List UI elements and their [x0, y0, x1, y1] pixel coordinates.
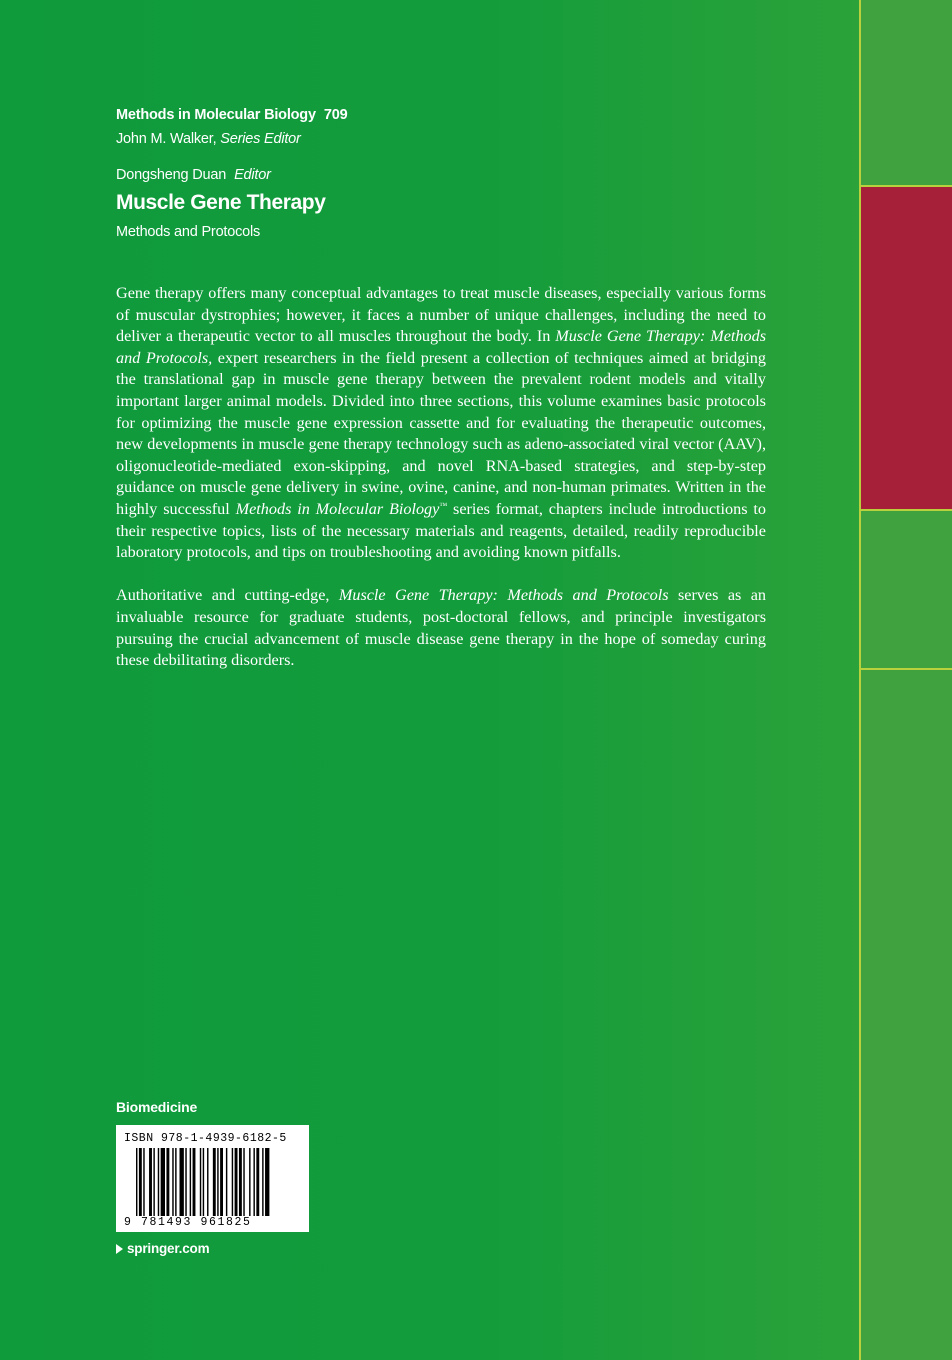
spine-divider-middle — [861, 509, 952, 511]
book-title: Muscle Gene Therapy — [116, 191, 326, 214]
editor-name: Dongsheng Duan — [116, 167, 227, 183]
spine-divider-top — [861, 185, 952, 187]
book-subtitle: Methods and Protocols — [116, 224, 261, 240]
description-paragraph-2: Authoritative and cutting-edge, Muscle Gene Therapy: Methods and Protocols serves as an invaluable resource for graduate students, post-doctoral fellows, and principle investigators pursuing the crucial advancement of muscle disease gene therapy in the hope of someday curing these debilitating disorders. — [116, 586, 766, 670]
series-editor-line — [116, 131, 301, 147]
publisher-website[interactable] — [116, 1241, 209, 1256]
subject-category: Biomedicine — [116, 1099, 198, 1115]
editor-line — [116, 167, 271, 183]
publisher-website-label: springer.com — [127, 1241, 210, 1256]
book-description — [116, 283, 766, 693]
description-paragraph-1: Gene therapy offers many conceptual advantages to treat muscle diseases, especially various forms of muscular dystrophies; however, it faces a number of unique challenges, including the need to deliver a therapeutic vector to all muscles throughout the body. In Muscle Gene Therapy: Methods and Protocols, expert researchers in the field present a collection of techniques aimed at bridging the translational gap in muscle gene therapy between the prevalent rodent models and vitally important larger animal models. Divided into three sections, this volume examines basic protocols for optimizing the muscle gene expression cassette and for evaluating the therapeutic outcomes, new developments in muscle gene therapy technology such as adeno-associated viral vector (AAV), oligonucleotide-mediated exon-skipping, and novel RNA-based strategies, and step-by-step guidance on muscle gene delivery in swine, ovine, canine, and non-human primates. Written in the highly successful Methods in Molecular Biology™ series format, chapters include introductions to their respective topics, lists of the necessary materials and reagents, detailed, readily reproducible laboratory protocols, and tips on troubleshooting and avoiding known pitfalls. — [116, 284, 766, 562]
series-number: 709 — [323, 107, 348, 123]
series-editor-name: John M. Walker, — [116, 131, 217, 147]
arrow-right-icon — [116, 1244, 123, 1254]
series-editor-role: Series Editor — [220, 131, 301, 147]
barcode-bars — [136, 1148, 304, 1216]
spine-red-band — [861, 187, 952, 509]
isbn-label: ISBN 978-1-4939-6182-5 — [124, 1132, 287, 1145]
isbn-barcode — [116, 1125, 309, 1232]
series-name: Methods in Molecular Biology — [116, 107, 316, 123]
barcode-digits: 9 781493 961825 — [124, 1216, 252, 1229]
series-line — [116, 107, 347, 123]
spine-divider-bottom — [861, 668, 952, 670]
editor-role: Editor — [234, 167, 271, 183]
